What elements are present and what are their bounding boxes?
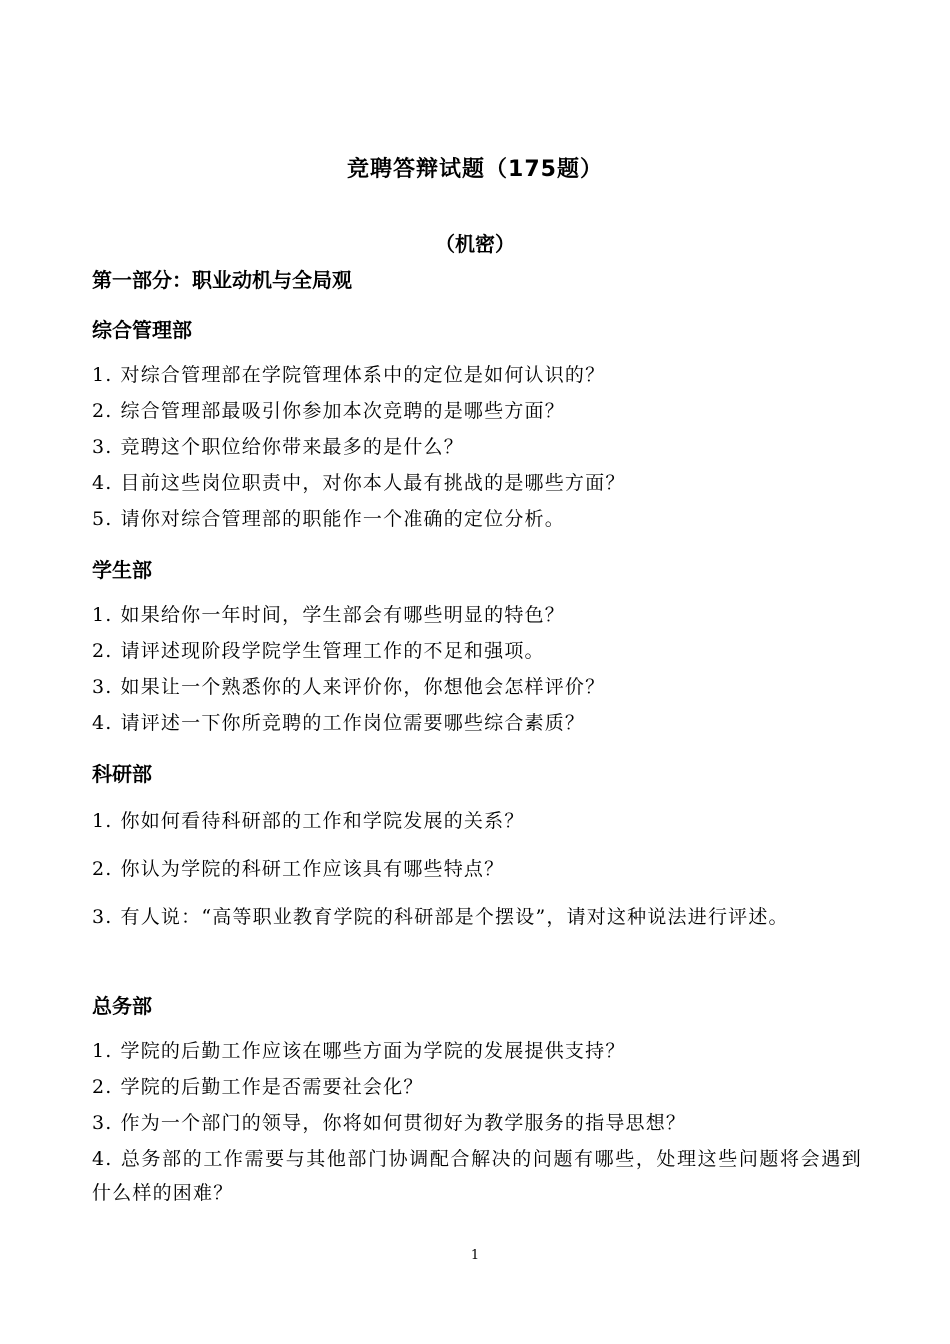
- section-heading-research: 科研部: [92, 762, 152, 786]
- question-number: 2.: [92, 858, 113, 880]
- question-text: 你认为学院的科研工作应该具有哪些特点？: [120, 858, 505, 880]
- question-item: [92, 1070, 862, 1104]
- question-item: [92, 466, 862, 500]
- question-text: 如果让一个熟悉你的人来评价你，你想他会怎样评价？: [120, 676, 606, 698]
- question-text: 你如何看待科研部的工作和学院发展的关系？: [120, 810, 525, 832]
- question-item: [92, 1106, 862, 1140]
- question-number: 3.: [92, 676, 113, 698]
- question-text: 对综合管理部在学院管理体系中的定位是如何认识的？: [120, 364, 606, 386]
- question-item: [92, 1034, 862, 1068]
- question-item: [92, 598, 862, 632]
- question-item: [92, 670, 862, 704]
- question-item: [92, 394, 862, 428]
- question-item: [92, 852, 862, 886]
- question-text: 如果给你一年时间，学生部会有哪些明显的特色？: [120, 604, 565, 626]
- question-item: [92, 430, 862, 464]
- page-number: 1: [470, 1248, 480, 1263]
- question-text: 竞聘这个职位给你带来最多的是什么？: [120, 436, 464, 458]
- question-number: 3.: [92, 1112, 113, 1134]
- question-item: [92, 1142, 862, 1210]
- question-number: 1.: [92, 604, 113, 626]
- question-item: [92, 804, 862, 838]
- question-number: 2.: [92, 400, 113, 422]
- question-item: [92, 706, 862, 740]
- section-heading-general-management: 综合管理部: [92, 318, 192, 342]
- question-number: 1.: [92, 810, 113, 832]
- section-heading-student-affairs: 学生部: [92, 558, 152, 582]
- document-subtitle: （机密）: [435, 232, 515, 256]
- question-number: 2.: [92, 1076, 113, 1098]
- question-number: 2.: [92, 640, 113, 662]
- question-number: 3.: [92, 436, 113, 458]
- question-item: [92, 900, 862, 934]
- question-text: 目前这些岗位职责中，对你本人最有挑战的是哪些方面？: [120, 472, 626, 494]
- question-item: [92, 502, 862, 536]
- section-heading-general-affairs: 总务部: [92, 994, 152, 1018]
- question-text: 学院的后勤工作是否需要社会化？: [120, 1076, 424, 1098]
- question-text: 请评述一下你所竞聘的工作岗位需要哪些综合素质？: [120, 712, 586, 734]
- question-number: 4.: [92, 472, 113, 494]
- question-item: [92, 358, 862, 392]
- question-text: 请你对综合管理部的职能作一个准确的定位分析。: [120, 508, 565, 530]
- question-number: 1.: [92, 364, 113, 386]
- question-number: 5.: [92, 508, 113, 530]
- question-text: 请评述现阶段学院学生管理工作的不足和强项。: [120, 640, 545, 662]
- question-number: 4.: [92, 712, 113, 734]
- question-item: [92, 634, 862, 668]
- question-text: 作为一个部门的领导，你将如何贯彻好为教学服务的指导思想？: [120, 1112, 687, 1134]
- question-number: 1.: [92, 1040, 113, 1062]
- question-number: 3.: [92, 906, 113, 928]
- part-title: 第一部分：职业动机与全局观: [92, 268, 352, 292]
- question-text: 总务部的工作需要与其他部门协调配合解决的问题有哪些，处理这些问题将会遇到什么样的困难？: [92, 1148, 862, 1204]
- question-number: 4.: [92, 1148, 113, 1170]
- document-title: 竞聘答辩试题（175题）: [347, 157, 603, 182]
- question-text: 有人说：“高等职业教育学院的科研部是个摆设”，请对这种说法进行评述。: [120, 906, 789, 928]
- question-text: 综合管理部最吸引你参加本次竞聘的是哪些方面？: [120, 400, 565, 422]
- question-text: 学院的后勤工作应该在哪些方面为学院的发展提供支持？: [120, 1040, 626, 1062]
